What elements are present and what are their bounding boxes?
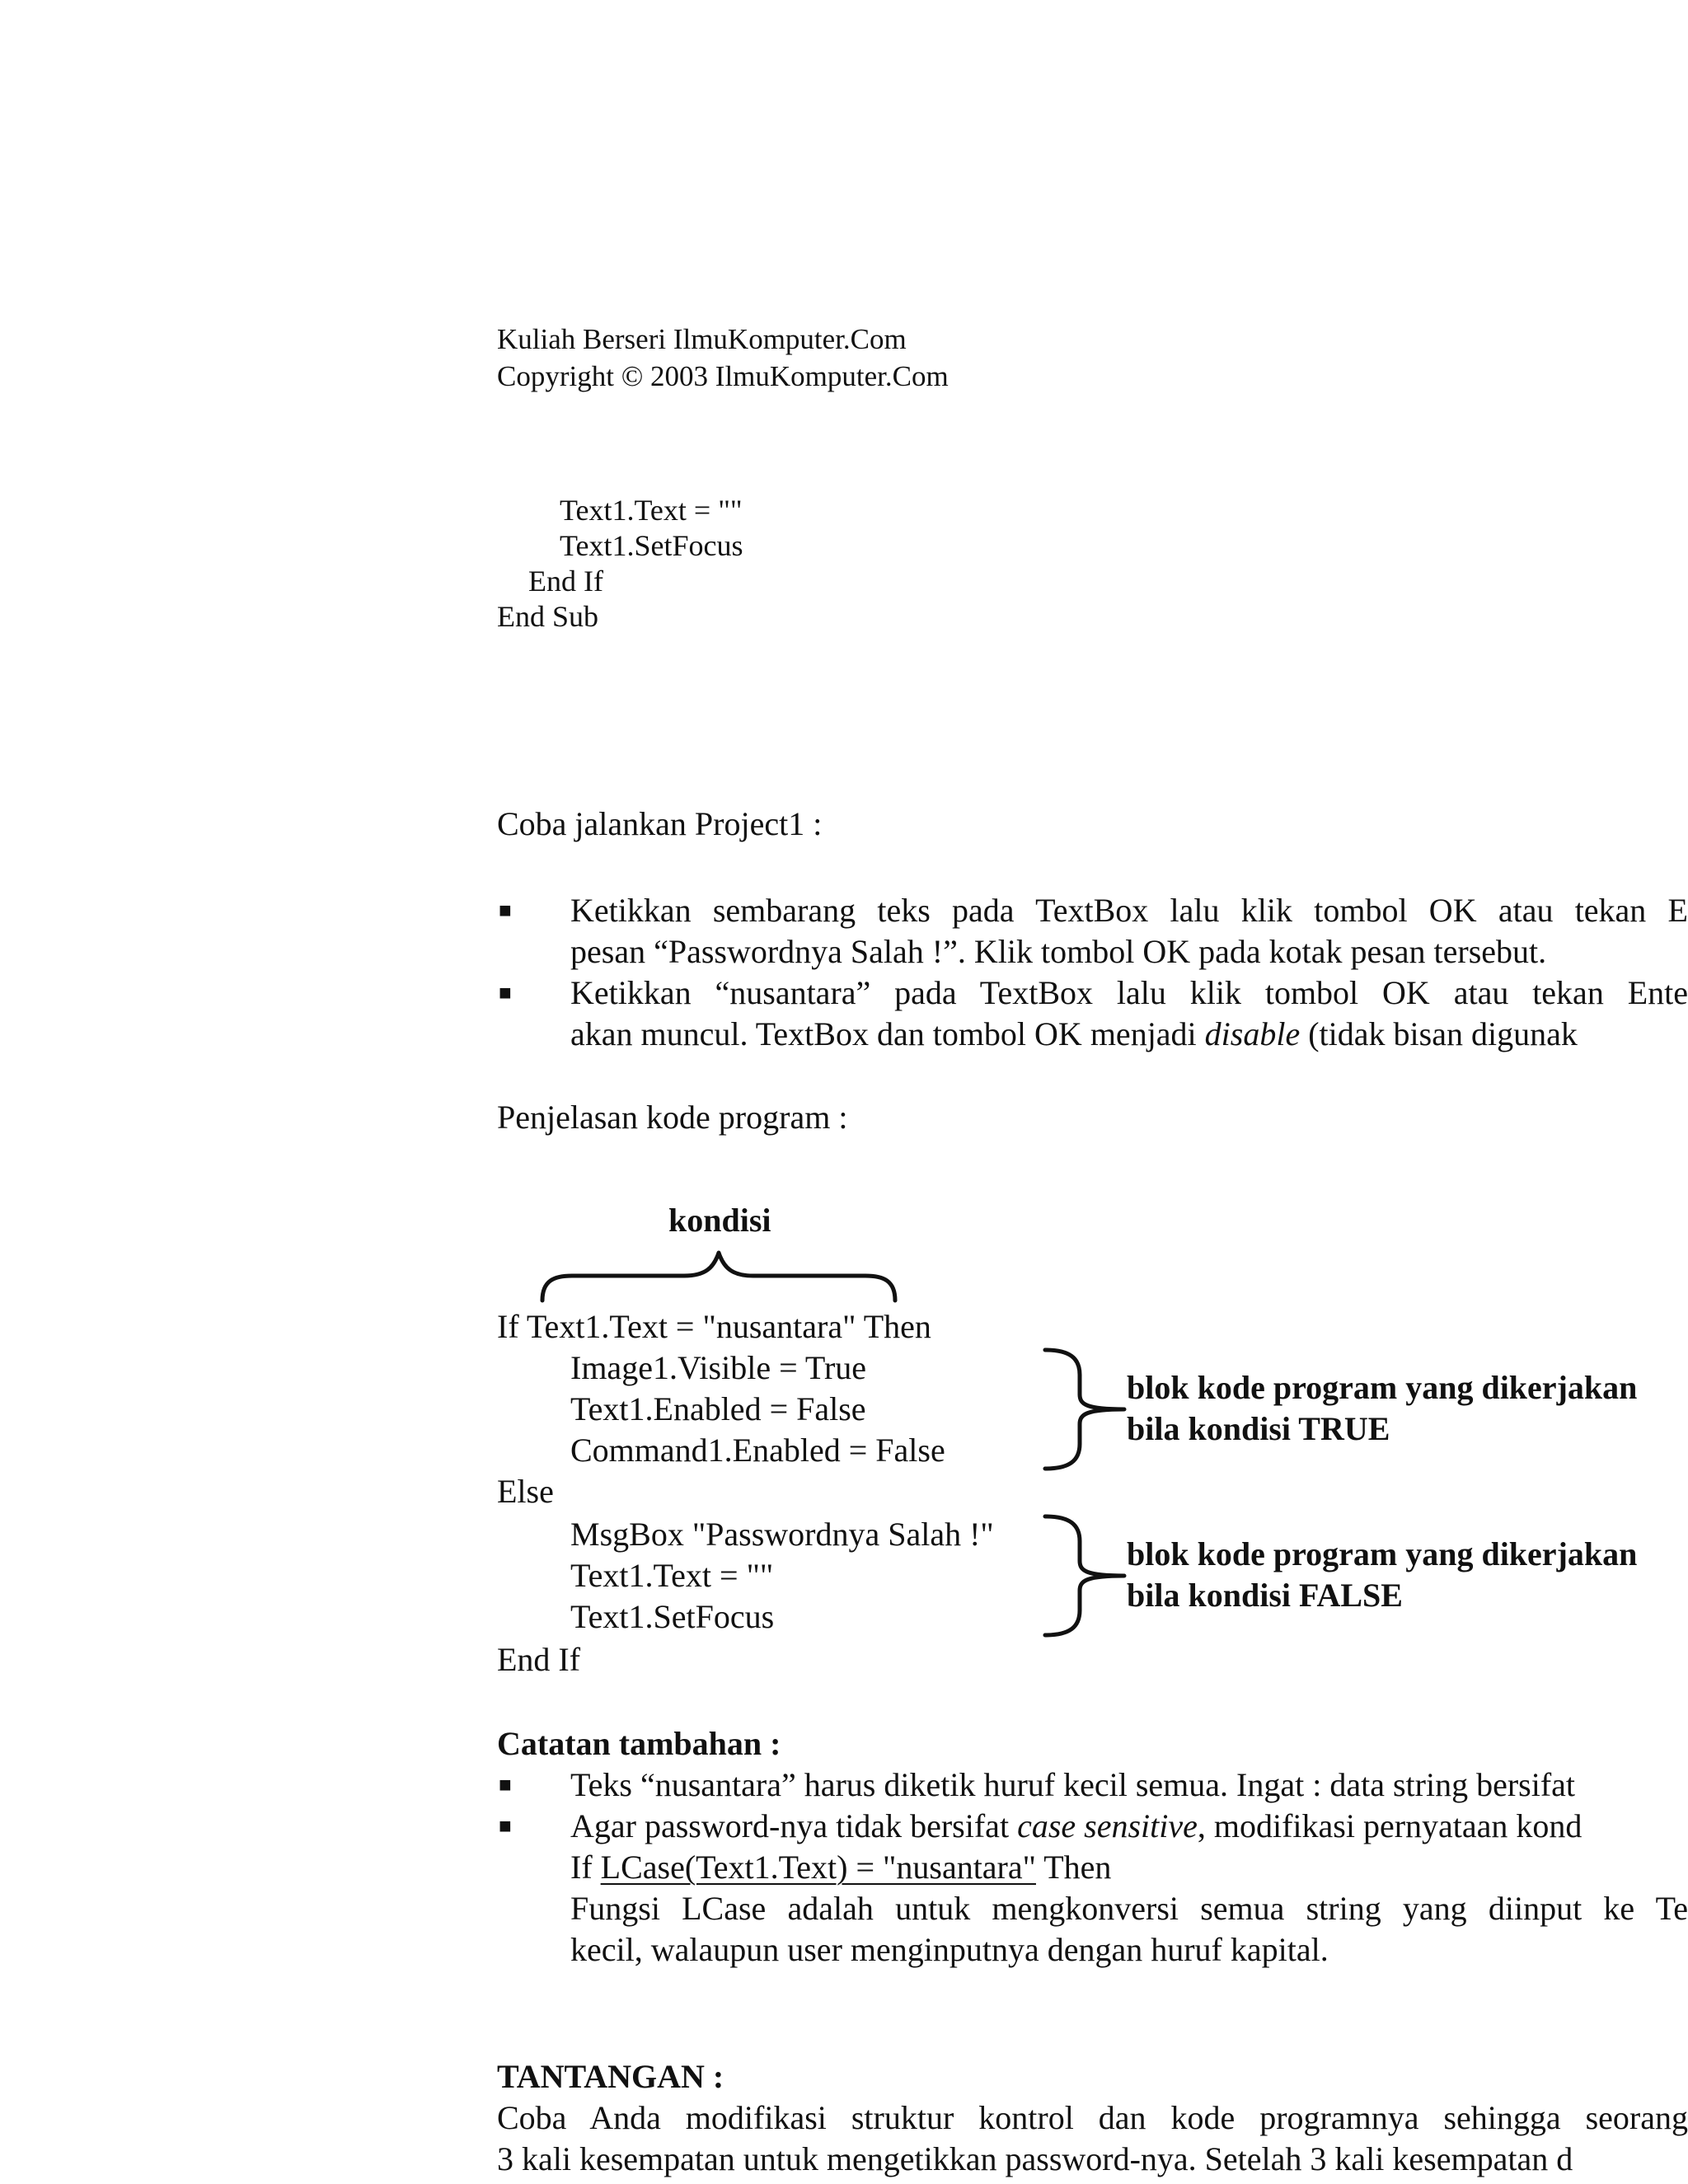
challenge-line-1: Coba Anda modifikasi struktur kontrol dan kode programnya sehingga seorang xyxy=(497,2099,1688,2136)
code-line: Text1.SetFocus xyxy=(560,529,743,562)
true-block-label: bila kondisi TRUE xyxy=(1127,1410,1390,1447)
challenge-line-2: 3 kali kesempatan untuk mengetikkan password-nya. Setelah 3 kali kesempatan d xyxy=(497,2140,1573,2177)
diagram-code-line: Text1.Enabled = False xyxy=(570,1390,866,1427)
run-intro: Coba jalankan Project1 : xyxy=(497,805,823,842)
diagram-code-line: Else xyxy=(497,1473,554,1510)
challenge-title: TANTANGAN : xyxy=(497,2058,724,2095)
diagram-code-line: Text1.Text = "" xyxy=(570,1557,774,1594)
bullet-icon: ■ xyxy=(499,898,512,922)
bullet-icon: ■ xyxy=(499,1814,512,1838)
bullet-icon: ■ xyxy=(499,1773,512,1797)
code-line: Text1.Text = "" xyxy=(560,494,743,527)
notes-explain-line-2: kecil, walaupun user menginputnya dengan huruf kapital. xyxy=(570,1931,1329,1968)
condition-brace xyxy=(536,1246,898,1304)
header-title: Kuliah Berseri IlmuKomputer.Com xyxy=(497,323,907,355)
true-block-label: blok kode program yang dikerjakan xyxy=(1127,1369,1638,1406)
diagram-code-line: Image1.Visible = True xyxy=(570,1349,867,1386)
notes-title: Catatan tambahan : xyxy=(497,1725,781,1762)
run-bullet-2-line-1: Ketikkan “nusantara” pada TextBox lalu klik tombol OK atau tekan Ente xyxy=(570,974,1688,1011)
false-block-label: bila kondisi FALSE xyxy=(1127,1577,1403,1614)
diagram-code-line: MsgBox "Passwordnya Salah !" xyxy=(570,1516,994,1553)
condition-label: kondisi xyxy=(668,1202,771,1239)
diagram-code-line: If Text1.Text = "nusantara" Then xyxy=(497,1308,931,1345)
notes-explain-line-1: Fungsi LCase adalah untuk mengkonversi semua string yang diinput ke Te xyxy=(570,1890,1688,1927)
bullet-icon: ■ xyxy=(499,981,512,1005)
notes-bullet-1: Teks “nusantara” harus diketik huruf kecil semua. Ingat : data string bersifat xyxy=(570,1766,1576,1803)
notes-bullet-2: Agar password-nya tidak bersifat case sensitive, modifikasi pernyataan kond xyxy=(570,1807,1582,1844)
explain-intro: Penjelasan kode program : xyxy=(497,1099,848,1136)
run-bullet-1-line-1: Ketikkan sembarang teks pada TextBox lalu klik tombol OK atau tekan E xyxy=(570,892,1688,929)
false-block-brace xyxy=(1039,1513,1129,1638)
run-bullet-2-line-2: akan muncul. TextBox dan tombol OK menjadi disable (tidak bisan digunak xyxy=(570,1015,1578,1052)
code-line: End Sub xyxy=(497,600,599,633)
diagram-code-line: End If xyxy=(497,1641,581,1678)
code-line: End If xyxy=(528,565,603,598)
diagram-code-line: Command1.Enabled = False xyxy=(570,1432,945,1469)
run-bullet-1-line-2: pesan “Passwordnya Salah !”. Klik tombol OK pada kotak pesan tersebut. xyxy=(570,933,1547,970)
notes-code-line: If LCase(Text1.Text) = "nusantara" Then xyxy=(570,1849,1112,1886)
true-block-brace xyxy=(1039,1347,1129,1472)
diagram-code-line: Text1.SetFocus xyxy=(570,1598,775,1635)
header-copyright: Copyright © 2003 IlmuKomputer.Com xyxy=(497,360,949,392)
false-block-label: blok kode program yang dikerjakan xyxy=(1127,1535,1638,1572)
